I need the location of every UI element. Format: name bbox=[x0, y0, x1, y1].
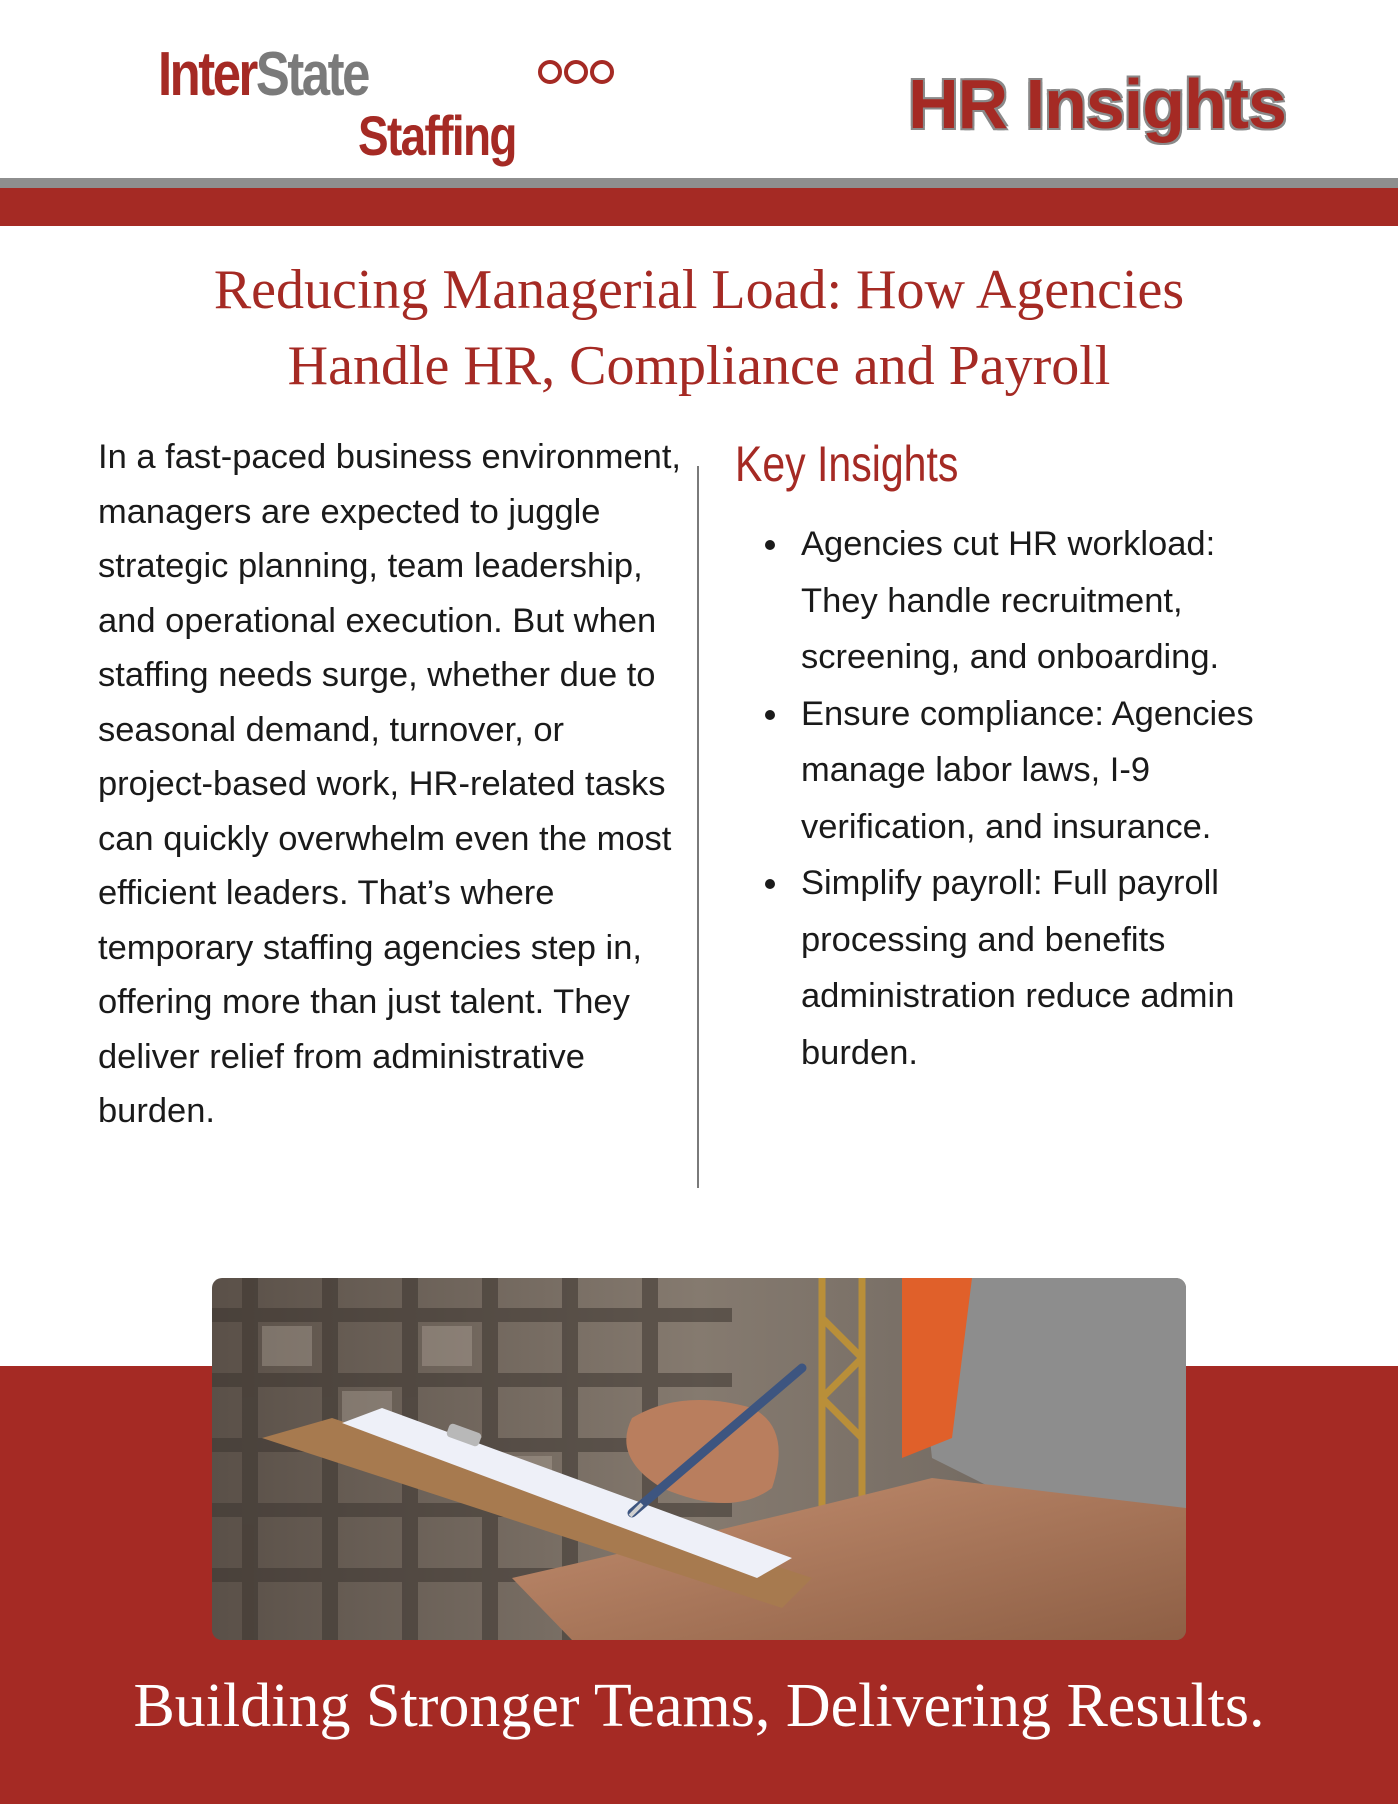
header-divider-red bbox=[0, 188, 1398, 226]
column-divider bbox=[697, 466, 699, 1188]
company-logo bbox=[158, 38, 538, 168]
key-insight-item bbox=[735, 686, 1295, 856]
bullet-icon bbox=[765, 540, 775, 550]
key-insights-heading: Key Insights bbox=[735, 436, 959, 492]
photo-illustration bbox=[212, 1278, 1186, 1640]
logo-rings-icon bbox=[538, 60, 614, 84]
header-divider-gray bbox=[0, 178, 1398, 188]
publication-title: HR Insights bbox=[908, 65, 1286, 143]
bullet-icon bbox=[765, 879, 775, 889]
footer-tagline: Building Stronger Teams, Delivering Results. bbox=[133, 1672, 1265, 1740]
key-insight-item bbox=[735, 516, 1295, 686]
article-title-line-1: Reducing Managerial Load: How Agencies bbox=[213, 259, 1185, 321]
logo-wordmark bbox=[158, 38, 368, 112]
key-insight-text: Simplify payroll: Full payroll processing and benefits administration reduce admin burden. bbox=[801, 864, 1235, 1072]
key-insights-list bbox=[735, 516, 1295, 1081]
logo-text-inter: Inter bbox=[158, 40, 256, 109]
key-insight-text: Ensure compliance: Agencies manage labor laws, I-9 verification, and insurance. bbox=[801, 694, 1254, 846]
logo-text-state: State bbox=[255, 40, 368, 109]
clipboard-photo bbox=[212, 1278, 1186, 1640]
article-title-line-2: Handle HR, Compliance and Payroll bbox=[287, 335, 1111, 397]
key-insight-text: Agencies cut HR workload: They handle recruitment, screening, and onboarding. bbox=[801, 525, 1220, 676]
article-title bbox=[100, 252, 1298, 404]
logo-text-staffing: Staffing bbox=[358, 104, 516, 167]
bullet-icon bbox=[765, 710, 775, 720]
key-insight-item bbox=[735, 855, 1295, 1081]
intro-paragraph: In a fast-paced business environment, managers are expected to juggle strategic planning, team leadership, and operational execution. But when staffing needs surge, whether due to seasonal demand, turnover, or project-based work, HR-related tasks can quickly overwhelm even the most efficient leaders. That’s where temporary staffing agencies step in, offering more than just talent. They deliver relief from administrative burden. bbox=[98, 438, 681, 1130]
